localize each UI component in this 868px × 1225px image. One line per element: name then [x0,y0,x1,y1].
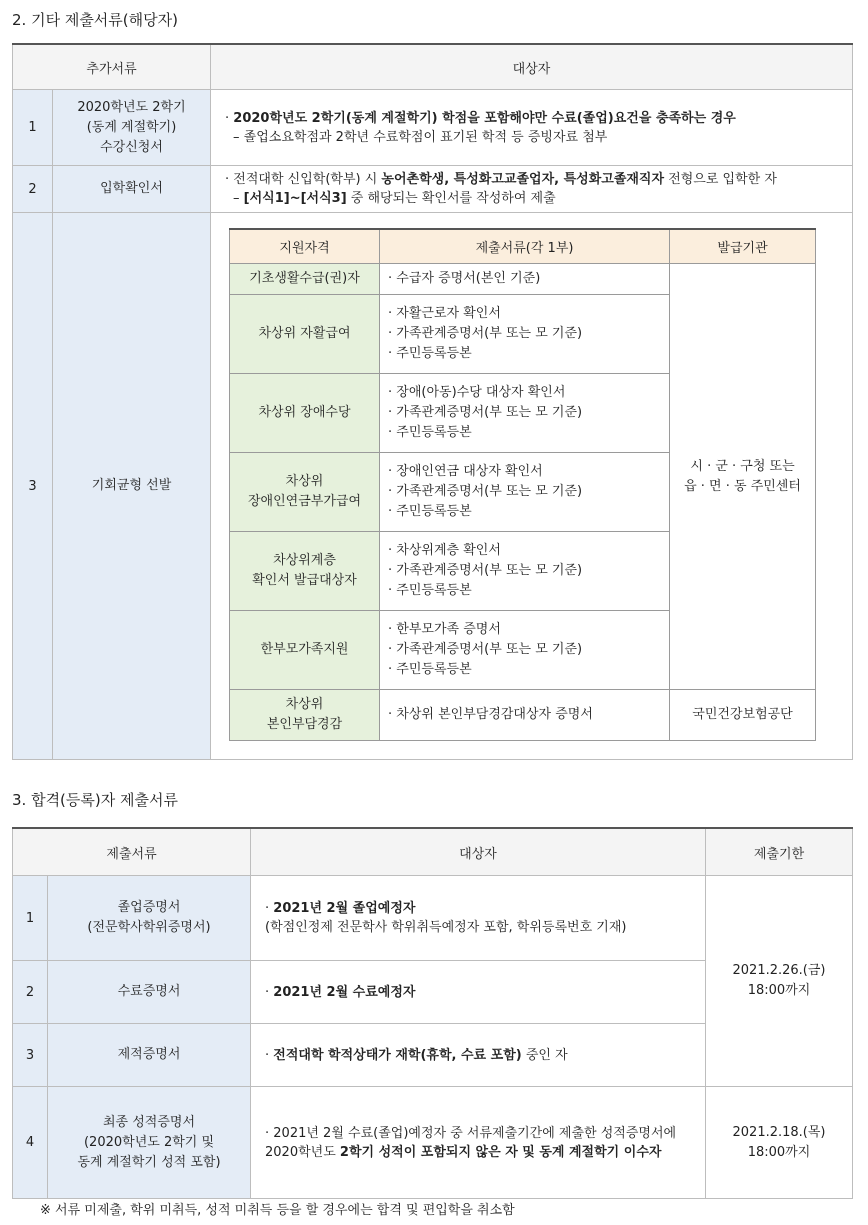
doc-label: 기회균형 선발 [53,213,211,760]
row-number: 1 [13,876,48,961]
header-issuer: 발급기관 [670,229,816,264]
header-target: 대상자 [251,828,706,876]
target-description: · 2020학년도 2학기(동계 계절학기) 학점을 포함해야만 수료(졸업)요건을 충족하는 경우 – 졸업소요학점과 2학년 수료학점이 표기된 학적 등 증빙자료 첨부 [211,90,853,166]
qualification-table [229,228,816,741]
doc-label: 제적증명서 [48,1024,251,1087]
issuer-main: 시 · 군 · 구청 또는 읍 · 면 · 동 주민센터 [670,264,816,690]
documents: · 차상위 본인부담경감대상자 증명서 [380,690,670,741]
admitted-documents-table [12,827,853,1199]
qualification: 차상위 본인부담경감 [230,690,380,741]
deadline-1: 2021.2.26.(금) 18:00까지 [706,876,853,1087]
row-number: 3 [13,213,53,760]
doc-label: 입학확인서 [53,166,211,213]
header-additional-docs: 추가서류 [13,44,211,90]
documents: · 한부모가족 증명서 · 가족관계증명서(부 또는 모 기준) · 주민등록등본 [380,611,670,690]
target-description: · 2021년 2월 수료(졸업)예정자 중 서류제출기간에 제출한 성적증명서에 2020학년도 2학기 성적이 포함되지 않은 자 및 동계 계절학기 이수자 [251,1087,706,1199]
section2-title: 2. 기타 제출서류(해당자) [12,11,178,29]
row-number: 2 [13,961,48,1024]
row-number: 3 [13,1024,48,1087]
header-qualification: 지원자격 [230,229,380,264]
row-number: 4 [13,1087,48,1199]
target-description: · 전적대학 학적상태가 재학(휴학, 수료 포함) 중인 자 [251,1024,706,1087]
additional-documents-table [12,43,853,760]
cancellation-note: ※ 서류 미제출, 학위 미취득, 성적 미취득 등을 할 경우에는 합격 및 편입학을 취소함 [40,1203,515,1218]
qualification: 차상위 장애인연금부가급여 [230,453,380,532]
header-target: 대상자 [211,44,853,90]
header-documents: 제출서류(각 1부) [380,229,670,264]
qualification: 기초생활수급(권)자 [230,264,380,295]
documents: · 수급자 증명서(본인 기준) [380,264,670,295]
header-submission-docs: 제출서류 [13,828,251,876]
target-description: · 2021년 2월 수료예정자 [251,961,706,1024]
documents: · 자활근로자 확인서 · 가족관계증명서(부 또는 모 기준) · 주민등록등본 [380,295,670,374]
doc-label: 졸업증명서 (전문학사학위증명서) [48,876,251,961]
doc-label: 최종 성적증명서 (2020학년도 2학기 및 동계 계절학기 성적 포함) [48,1087,251,1199]
doc-label: 수료증명서 [48,961,251,1024]
section3-title: 3. 합격(등록)자 제출서류 [12,791,178,809]
documents: · 차상위계층 확인서 · 가족관계증명서(부 또는 모 기준) · 주민등록등본 [380,532,670,611]
documents: · 장애인연금 대상자 확인서 · 가족관계증명서(부 또는 모 기준) · 주민등록등본 [380,453,670,532]
row-number: 2 [13,166,53,213]
documents: · 장애(아동)수당 대상자 확인서 · 가족관계증명서(부 또는 모 기준) · 주민등록등본 [380,374,670,453]
qualification: 차상위계층 확인서 발급대상자 [230,532,380,611]
qualification: 한부모가족지원 [230,611,380,690]
qualification: 차상위 장애수당 [230,374,380,453]
qualification: 차상위 자활급여 [230,295,380,374]
row-number: 1 [13,90,53,166]
doc-label: 2020학년도 2학기 (동계 계절학기) 수강신청서 [53,90,211,166]
issuer-last: 국민건강보험공단 [670,690,816,741]
target-description: · 2021년 2월 졸업예정자 (학점인정제 전문학사 학위취득예정자 포함, 학위등록번호 기재) [251,876,706,961]
deadline-2: 2021.2.18.(목) 18:00까지 [706,1087,853,1199]
target-description: · 전적대학 신입학(학부) 시 농어촌학생, 특성화고교졸업자, 특성화고졸재직자 전형으로 입학한 자 – [서식1]~[서식3] 중 해당되는 확인서를 작성하여 제출 [211,166,853,213]
qualification-cell [211,213,853,760]
header-deadline: 제출기한 [706,828,853,876]
